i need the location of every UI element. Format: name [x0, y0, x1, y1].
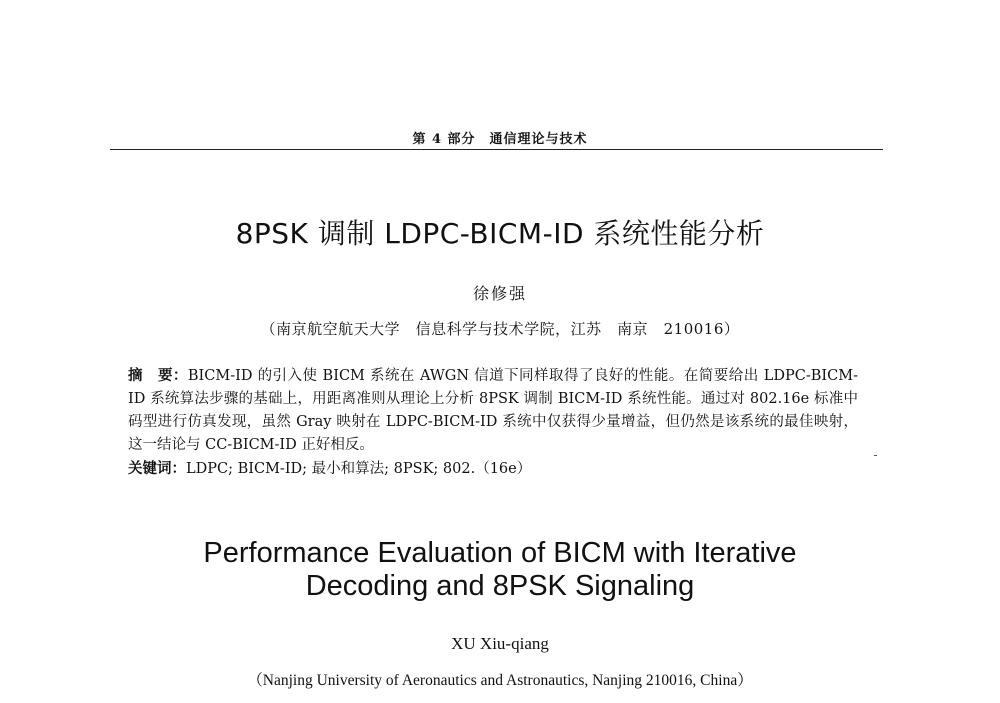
- abstract-chinese: [128, 364, 858, 457]
- keywords-chinese: [128, 457, 858, 481]
- author-english: XU Xiu-qiang: [451, 634, 549, 653]
- affiliation-english: （Nanjing University of Aeronautics and Astronautics, Nanjing 210016, China）: [247, 672, 753, 689]
- title-english-line-1: Performance Evaluation of BICM with Iterative: [203, 537, 797, 569]
- affiliation-chinese: （南京航空航天大学 信息科学与技术学院，江苏 南京 210016）: [260, 320, 740, 338]
- running-header: 第 4 部分 通信理论与技术: [412, 132, 588, 147]
- title-english-line-2: Decoding and 8PSK Signaling: [305, 570, 695, 602]
- keywords-text: LDPC; BICM-ID; 最小和算法; 8PSK; 802.（16e）: [186, 461, 532, 477]
- title-chinese: 8PSK 调制 LDPC-BICM-ID 系统性能分析: [235, 217, 765, 250]
- abstract-label: 摘 要：: [128, 367, 188, 384]
- margin-mark: [874, 455, 877, 456]
- header-rule: [110, 149, 883, 150]
- author-chinese: 徐修强: [472, 284, 527, 303]
- keywords-label: 关键词：: [128, 460, 186, 477]
- title-english: [0, 537, 1000, 603]
- abstract-text: BICM-ID 的引入使 BICM 系统在 AWGN 信道下同样取得了良好的性能。在简要给出 LDPC-BICM-ID 系统算法步骤的基础上，用距离准则从理论上分析 8PSK 调制 BICM-ID 系统性能。通过对 802.16e 标准中码型进行仿真发现，虽然 Gray 映射在 LDPC-BICM-ID 系统中仅获得少量增益，但仍然是该系统的最佳映射，这一结论与 CC-BICM-ID 正好相反。: [128, 368, 858, 453]
